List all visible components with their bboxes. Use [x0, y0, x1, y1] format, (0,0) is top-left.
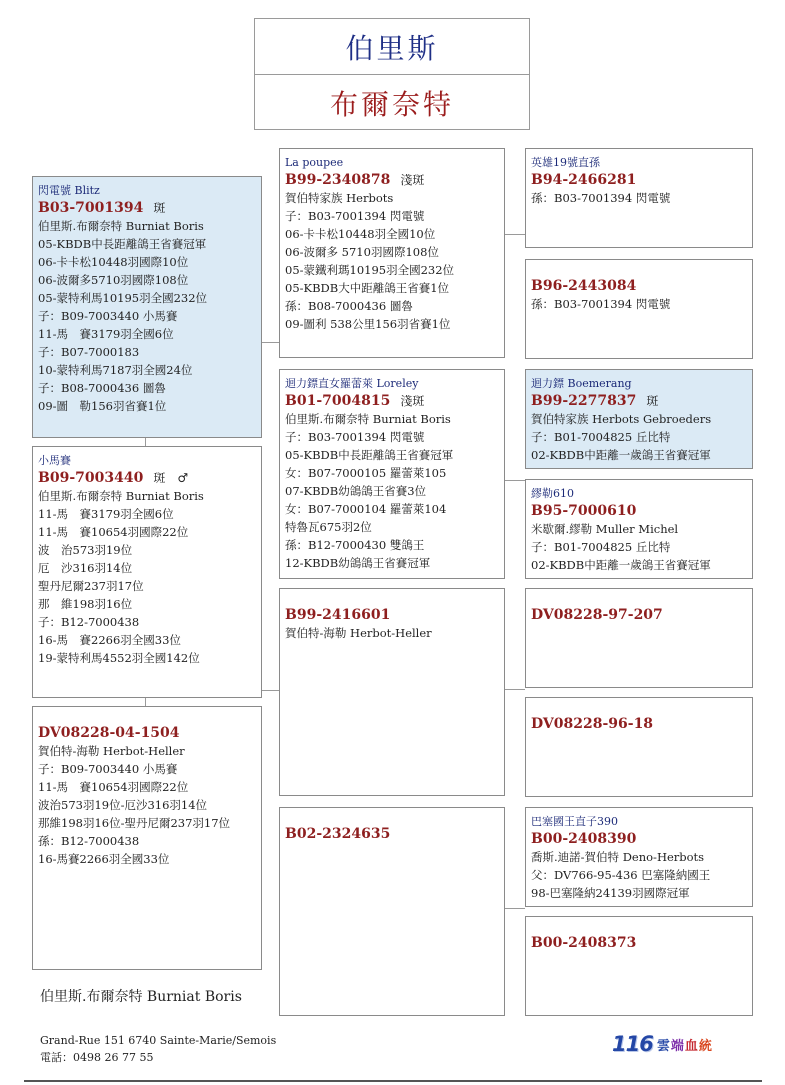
mate-dam-sire-card[interactable] [525, 807, 753, 907]
detail-line: 子：B09-7003440 小馬賽 [38, 762, 178, 776]
mate-sire-dam-card[interactable] [525, 697, 753, 797]
ring-number: B01-7004815 [285, 393, 391, 409]
mate-sire-card[interactable] [279, 588, 505, 796]
detail-line: 11-馬 賽10654羽國際22位 [38, 525, 189, 539]
brand-logo[interactable] [612, 1030, 713, 1058]
owner-address: Grand-Rue 151 6740 Sainte-Marie/Semois [40, 1034, 277, 1047]
detail-line: 米歇爾.繆勒 Muller Michel [531, 522, 679, 536]
detail-line: 11-馬 賽3179羽全國6位 [38, 507, 174, 521]
detail-line: 賀伯特-海勒 Herbot-Heller [38, 744, 185, 758]
detail-line: 波治573羽19位-厄沙316羽14位 [38, 798, 208, 812]
detail-line: 16-馬賽2266羽全國33位 [38, 852, 170, 866]
connector [262, 342, 279, 343]
ring-number: B96-2443084 [531, 278, 637, 294]
pigeon-name: 迴力鏢直女羅蕾萊 Loreley [285, 377, 419, 390]
ring-row [285, 171, 499, 189]
color-info: 淺斑 [400, 394, 425, 408]
ring-number: B03-7001394 [38, 200, 144, 216]
color-info: 淺斑 [400, 173, 425, 187]
ring-number: B94-2466281 [531, 172, 637, 188]
title-box [254, 18, 530, 130]
connector [505, 689, 525, 690]
detail-line: 子：B08-7000436 圖魯 [38, 381, 166, 395]
pigeon-name: 迴力鏢 Boemerang [531, 377, 632, 390]
connector [505, 234, 525, 235]
logo-char: 端 [670, 1038, 685, 1054]
detail-line: 賀伯特-海勒 Herbot-Heller [285, 626, 432, 640]
logo-text [657, 1035, 713, 1054]
offspring-card[interactable] [32, 446, 262, 698]
detail-line: 父：DV766-95-436 巴塞隆納國王 [531, 868, 711, 882]
color-sex-info: 斑 ♂ [153, 471, 189, 485]
ring-number: B99-2277837 [531, 393, 637, 409]
detail-line: 19-蒙特利馬4552羽全國142位 [38, 651, 200, 665]
owner-name-title: 布爾奈特 [329, 87, 454, 121]
mate-card[interactable] [32, 706, 262, 970]
detail-line: 伯里斯.布爾奈特 Burniat Boris [38, 219, 204, 233]
detail-line: 孫：B03-7001394 閃電號 [531, 297, 671, 311]
dam-card[interactable] [279, 369, 505, 579]
detail-line: 子：B03-7001394 閃電號 [285, 209, 425, 223]
detail-line: 子：B03-7001394 閃電號 [285, 430, 425, 444]
detail-line: 子：B01-7004825 丘比特 [531, 540, 671, 554]
detail-line: 05-KBDB大中距離鴿王省賽1位 [285, 281, 450, 295]
color-info: 斑 [646, 394, 659, 408]
pigeon-name: 繆勒610 [531, 487, 574, 500]
spacer [531, 265, 747, 277]
spacer [531, 922, 747, 934]
detail-line: 喬斯.迪諾-賀伯特 Deno-Herbots [531, 850, 705, 864]
detail-line: 11-馬 賽10654羽國際22位 [38, 780, 189, 794]
detail-line: 孫：B08-7000436 圖魯 [285, 299, 413, 313]
detail-line: 賀伯特家族 Herbots Gebroeders [531, 412, 712, 426]
ring-row [285, 392, 499, 410]
bottom-rule [24, 1080, 762, 1082]
detail-line: 子：B09-7003440 小馬賽 [38, 309, 178, 323]
owner-address-block [40, 1032, 276, 1066]
sire-dam-card[interactable] [525, 259, 753, 359]
detail-line: 波 治573羽19位 [38, 543, 133, 557]
pigeon-name: 閃電號 Blitz [38, 184, 100, 197]
footer-owner-name: 伯里斯.布爾奈特 Burniat Boris [40, 989, 242, 1005]
detail-line: 98-巴塞隆納24139羽國際冠軍 [531, 886, 690, 900]
dam-dam-card[interactable] [525, 479, 753, 579]
logo-number: 116 [612, 1032, 653, 1056]
detail-line: 那 維198羽16位 [38, 597, 133, 611]
ring-row [38, 199, 256, 217]
connector [505, 908, 525, 909]
sire-sire-card[interactable] [525, 148, 753, 248]
pigeon-name-title: 伯里斯 [255, 19, 529, 75]
connector [262, 690, 279, 691]
sire-card[interactable] [279, 148, 505, 358]
ring-row [38, 469, 256, 487]
detail-line: 子：B01-7004825 丘比特 [531, 430, 671, 444]
detail-line: 12-KBDB幼鴿鴿王省賽冠軍 [285, 556, 431, 570]
detail-line: 賀伯特家族 Herbots [285, 191, 394, 205]
mate-sire-sire-card[interactable] [525, 588, 753, 688]
detail-line: 06-波爾多5710羽國際108位 [38, 273, 189, 287]
spacer [285, 594, 499, 606]
detail-line: 05-蒙特利馬10195羽全國232位 [38, 291, 208, 305]
detail-line: 伯里斯.布爾奈特 Burniat Boris [38, 489, 204, 503]
ring-number: B02-2324635 [285, 826, 391, 842]
detail-line: 厄 沙316羽14位 [38, 561, 133, 575]
detail-line: 06-卡卡松10448羽國際10位 [38, 255, 189, 269]
detail-line: 聖丹尼爾237羽17位 [38, 579, 144, 593]
spacer [531, 594, 747, 606]
logo-char: 統 [698, 1038, 713, 1054]
detail-line: 06-卡卡松10448羽全國10位 [285, 227, 436, 241]
detail-line: 孫：B12-7000430 雙鴿王 [285, 538, 425, 552]
detail-line: 女：B07-7000105 羅蕾萊105 [285, 466, 447, 480]
ring-number: DV08228-96-18 [531, 716, 654, 732]
detail-line: 10-蒙特利馬7187羽全國24位 [38, 363, 193, 377]
ring-number: B09-7003440 [38, 470, 144, 486]
pigeon-name: 巴塞國王直子390 [531, 815, 618, 828]
logo-char: 血 [684, 1038, 699, 1054]
detail-line: 06-波爾多 5710羽國際108位 [285, 245, 439, 259]
ring-number: B99-2340878 [285, 172, 391, 188]
detail-line: 05-KBDB中長距離鴿王省賽冠軍 [38, 237, 207, 251]
connector [505, 480, 525, 481]
spacer [531, 703, 747, 715]
detail-line: 子：B12-7000438 [38, 615, 140, 629]
detail-line: 子：B07-7000183 [38, 345, 140, 359]
ring-number: B00-2408373 [531, 935, 637, 951]
spacer [38, 712, 256, 724]
detail-line: 09-圖利 538公里156羽省賽1位 [285, 317, 451, 331]
mate-dam-card[interactable] [279, 807, 505, 1016]
owner-phone: 電話：0498 26 77 55 [40, 1051, 154, 1064]
detail-line: 02-KBDB中距離一歲鴿王省賽冠軍 [531, 558, 711, 572]
ring-number: DV08228-97-207 [531, 607, 663, 623]
detail-line: 女：B07-7000104 羅蕾萊104 [285, 502, 447, 516]
detail-line: 孫：B12-7000438 [38, 834, 140, 848]
detail-line: 特魯瓦675羽2位 [285, 520, 372, 534]
detail-line: 那維198羽16位-聖丹尼爾237羽17位 [38, 816, 231, 830]
subject-card[interactable] [32, 176, 262, 438]
detail-line: 05-蒙鐵利瑪10195羽全國232位 [285, 263, 455, 277]
detail-line: 11-馬 賽3179羽全國6位 [38, 327, 174, 341]
ring-number: B00-2408390 [531, 831, 637, 847]
color-info: 斑 [153, 201, 166, 215]
ring-number: DV08228-04-1504 [38, 725, 180, 741]
dam-sire-card[interactable] [525, 369, 753, 469]
detail-line: 05-KBDB中長距離鴿王省賽冠軍 [285, 448, 454, 462]
pigeon-name: 英雄19號直孫 [531, 156, 600, 169]
mate-dam-dam-card[interactable] [525, 916, 753, 1016]
detail-line: 07-KBDB幼鴿鴿王省賽3位 [285, 484, 427, 498]
spacer [285, 813, 499, 825]
detail-line: 09-圖 勒156羽省賽1位 [38, 399, 167, 413]
ring-row [531, 392, 747, 410]
detail-line: 02-KBDB中距離一歲鴿王省賽冠軍 [531, 448, 711, 462]
detail-line: 孫：B03-7001394 閃電號 [531, 191, 671, 205]
detail-line: 伯里斯.布爾奈特 Burniat Boris [285, 412, 451, 426]
ring-number: B95-7000610 [531, 503, 637, 519]
detail-line: 16-馬 賽2266羽全國33位 [38, 633, 181, 647]
ring-number: B99-2416601 [285, 607, 391, 623]
logo-char: 雲 [656, 1038, 671, 1054]
pigeon-name: La poupee [285, 156, 344, 169]
pigeon-name: 小馬賽 [38, 454, 71, 467]
